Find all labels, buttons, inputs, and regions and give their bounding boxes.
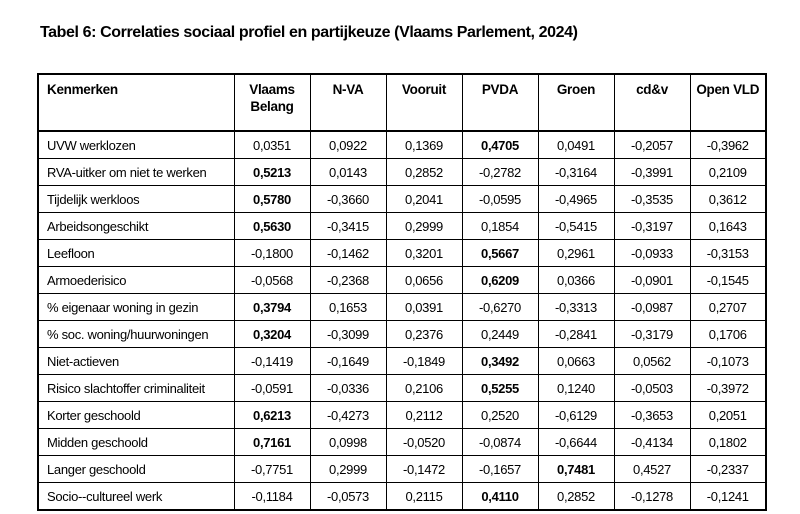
value-cell: -0,0933: [614, 240, 690, 267]
value-cell: 0,2051: [690, 402, 766, 429]
row-label: RVA-uitker om niet te werken: [38, 159, 234, 186]
value-cell: 0,0351: [234, 131, 310, 159]
row-label: Arbeidsongeschikt: [38, 213, 234, 240]
column-header: Open VLD: [690, 74, 766, 131]
table-row: [38, 456, 766, 483]
table-row: [38, 483, 766, 511]
value-cell: 0,2852: [386, 159, 462, 186]
value-cell: 0,2106: [386, 375, 462, 402]
value-cell: -0,3972: [690, 375, 766, 402]
value-cell: 0,3492: [462, 348, 538, 375]
row-label: Leefloon: [38, 240, 234, 267]
value-cell: 0,2707: [690, 294, 766, 321]
value-cell: 0,0663: [538, 348, 614, 375]
value-cell: 0,3794: [234, 294, 310, 321]
table-row: [38, 348, 766, 375]
value-cell: -0,0336: [310, 375, 386, 402]
value-cell: -0,3313: [538, 294, 614, 321]
value-cell: 0,0922: [310, 131, 386, 159]
table-row: [38, 375, 766, 402]
value-cell: -0,0503: [614, 375, 690, 402]
value-cell: -0,6270: [462, 294, 538, 321]
table-row: [38, 402, 766, 429]
value-cell: 0,2999: [310, 456, 386, 483]
value-cell: -0,2337: [690, 456, 766, 483]
value-cell: -0,2782: [462, 159, 538, 186]
value-cell: -0,7751: [234, 456, 310, 483]
value-cell: -0,0901: [614, 267, 690, 294]
value-cell: -0,4273: [310, 402, 386, 429]
value-cell: 0,7161: [234, 429, 310, 456]
value-cell: 0,6209: [462, 267, 538, 294]
value-cell: -0,1462: [310, 240, 386, 267]
value-cell: -0,6644: [538, 429, 614, 456]
value-cell: 0,0656: [386, 267, 462, 294]
value-cell: 0,1706: [690, 321, 766, 348]
value-cell: -0,3197: [614, 213, 690, 240]
value-cell: 0,1643: [690, 213, 766, 240]
value-cell: 0,5213: [234, 159, 310, 186]
value-cell: -0,3164: [538, 159, 614, 186]
table-header-row: [38, 74, 766, 131]
column-header: N-VA: [310, 74, 386, 131]
value-cell: 0,1240: [538, 375, 614, 402]
value-cell: -0,3153: [690, 240, 766, 267]
value-cell: -0,2368: [310, 267, 386, 294]
row-label: Niet-actieven: [38, 348, 234, 375]
value-cell: -0,1419: [234, 348, 310, 375]
value-cell: 0,0491: [538, 131, 614, 159]
table-row: [38, 429, 766, 456]
value-cell: 0,0562: [614, 348, 690, 375]
value-cell: -0,0520: [386, 429, 462, 456]
value-cell: 0,3612: [690, 186, 766, 213]
value-cell: -0,3415: [310, 213, 386, 240]
value-cell: -0,1545: [690, 267, 766, 294]
row-label: Korter geschoold: [38, 402, 234, 429]
value-cell: -0,3099: [310, 321, 386, 348]
column-header: Vlaams Belang: [234, 74, 310, 131]
value-cell: 0,2115: [386, 483, 462, 511]
column-header: Kenmerken: [38, 74, 234, 131]
value-cell: -0,1073: [690, 348, 766, 375]
value-cell: 0,2520: [462, 402, 538, 429]
value-cell: -0,0568: [234, 267, 310, 294]
value-cell: -0,2057: [614, 131, 690, 159]
table-row: [38, 321, 766, 348]
value-cell: -0,3179: [614, 321, 690, 348]
table-row: [38, 213, 766, 240]
value-cell: 0,5780: [234, 186, 310, 213]
value-cell: 0,1854: [462, 213, 538, 240]
value-cell: -0,5415: [538, 213, 614, 240]
column-header: PVDA: [462, 74, 538, 131]
table-row: [38, 267, 766, 294]
value-cell: 0,2376: [386, 321, 462, 348]
row-label: Risico slachtoffer criminaliteit: [38, 375, 234, 402]
value-cell: -0,0874: [462, 429, 538, 456]
value-cell: 0,2112: [386, 402, 462, 429]
table-row: [38, 131, 766, 159]
value-cell: 0,1369: [386, 131, 462, 159]
value-cell: -0,2841: [538, 321, 614, 348]
value-cell: -0,6129: [538, 402, 614, 429]
value-cell: -0,3991: [614, 159, 690, 186]
value-cell: 0,0391: [386, 294, 462, 321]
value-cell: 0,5255: [462, 375, 538, 402]
value-cell: 0,4110: [462, 483, 538, 511]
row-label: Midden geschoold: [38, 429, 234, 456]
value-cell: -0,3962: [690, 131, 766, 159]
value-cell: -0,1184: [234, 483, 310, 511]
value-cell: 0,4527: [614, 456, 690, 483]
table-row: [38, 294, 766, 321]
value-cell: -0,4134: [614, 429, 690, 456]
value-cell: 0,6213: [234, 402, 310, 429]
value-cell: -0,3660: [310, 186, 386, 213]
row-label: Tijdelijk werkloos: [38, 186, 234, 213]
correlation-table: [37, 73, 767, 511]
row-label: Langer geschoold: [38, 456, 234, 483]
value-cell: -0,0591: [234, 375, 310, 402]
value-cell: 0,0998: [310, 429, 386, 456]
value-cell: -0,1472: [386, 456, 462, 483]
value-cell: 0,2041: [386, 186, 462, 213]
value-cell: 0,5667: [462, 240, 538, 267]
value-cell: -0,0987: [614, 294, 690, 321]
value-cell: 0,7481: [538, 456, 614, 483]
value-cell: 0,4705: [462, 131, 538, 159]
value-cell: -0,1241: [690, 483, 766, 511]
value-cell: 0,0143: [310, 159, 386, 186]
value-cell: -0,0573: [310, 483, 386, 511]
column-header: Groen: [538, 74, 614, 131]
value-cell: 0,5630: [234, 213, 310, 240]
value-cell: -0,1649: [310, 348, 386, 375]
table-row: [38, 186, 766, 213]
value-cell: -0,0595: [462, 186, 538, 213]
value-cell: 0,2109: [690, 159, 766, 186]
table-row: [38, 159, 766, 186]
value-cell: 0,3204: [234, 321, 310, 348]
row-label: Armoederisico: [38, 267, 234, 294]
row-label: Socio--cultureel werk: [38, 483, 234, 511]
value-cell: 0,0366: [538, 267, 614, 294]
value-cell: -0,3653: [614, 402, 690, 429]
row-label: % eigenaar woning in gezin: [38, 294, 234, 321]
value-cell: 0,2999: [386, 213, 462, 240]
value-cell: -0,1800: [234, 240, 310, 267]
value-cell: -0,4965: [538, 186, 614, 213]
column-header: Vooruit: [386, 74, 462, 131]
table-body: [38, 131, 766, 510]
value-cell: -0,1657: [462, 456, 538, 483]
value-cell: -0,1278: [614, 483, 690, 511]
row-label: UVW werklozen: [38, 131, 234, 159]
value-cell: 0,3201: [386, 240, 462, 267]
value-cell: 0,2449: [462, 321, 538, 348]
value-cell: -0,3535: [614, 186, 690, 213]
value-cell: 0,2961: [538, 240, 614, 267]
table-row: [38, 240, 766, 267]
value-cell: 0,1653: [310, 294, 386, 321]
value-cell: -0,1849: [386, 348, 462, 375]
column-header: cd&v: [614, 74, 690, 131]
value-cell: 0,2852: [538, 483, 614, 511]
value-cell: 0,1802: [690, 429, 766, 456]
row-label: % soc. woning/huurwoningen: [38, 321, 234, 348]
table-title: Tabel 6: Correlaties sociaal profiel en partijkeuze (Vlaams Parlement, 2024): [40, 24, 578, 41]
